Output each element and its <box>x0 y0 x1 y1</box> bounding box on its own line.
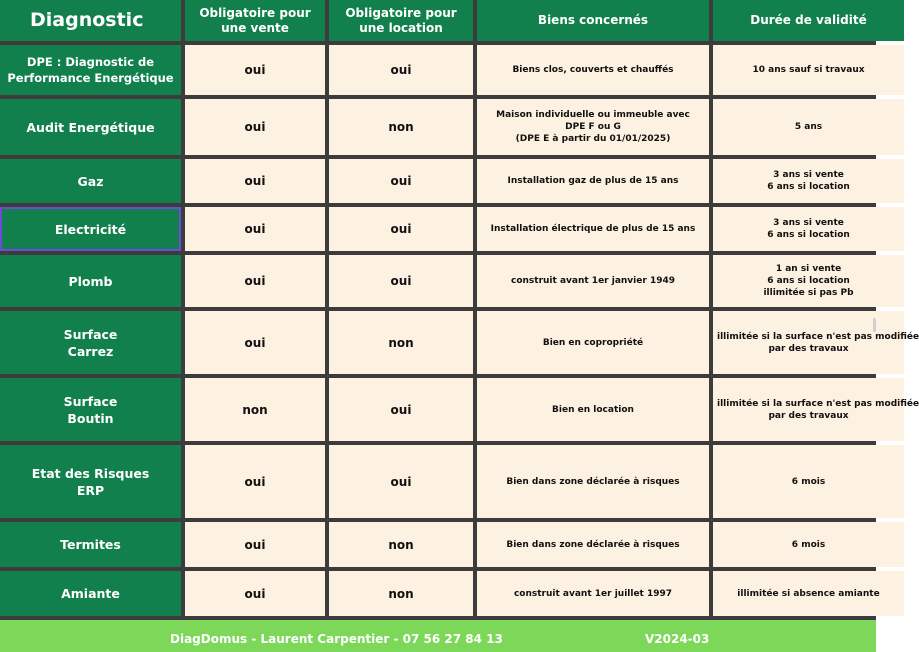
biens-concernes-line: Bien dans zone déclarée à risques <box>506 539 680 550</box>
location-required-cell[interactable]: oui <box>329 378 473 441</box>
vente-required-cell[interactable]: oui <box>185 522 325 567</box>
biens-concernes-cell[interactable] <box>477 207 709 251</box>
diagnostic-name-cell[interactable] <box>0 255 181 307</box>
biens-concernes-line: Biens clos, couverts et chauffés <box>512 65 674 75</box>
biens-concernes-cell[interactable] <box>477 99 709 155</box>
location-required-cell[interactable]: oui <box>329 255 473 307</box>
diagnostic-name: Plomb <box>68 273 113 289</box>
column-header-diagnostic: Diagnostic <box>0 0 181 41</box>
biens-concernes-line: DPE F ou G <box>565 122 621 132</box>
biens-concernes-line: (DPE E à partir du 01/01/2025) <box>515 134 671 144</box>
biens-concernes-cell[interactable] <box>477 255 709 307</box>
location-required-cell[interactable]: non <box>329 99 473 155</box>
duree-validite-cell[interactable] <box>713 445 904 518</box>
vente-required-cell[interactable]: non <box>185 378 325 441</box>
biens-concernes-cell[interactable] <box>477 45 709 95</box>
footer-contact: DiagDomus - Laurent Carpentier - 07 56 27 84 13 <box>170 632 503 646</box>
duree-validite-line: 6 ans si location <box>767 182 850 192</box>
location-required-cell[interactable]: non <box>329 522 473 567</box>
table-row-boutin <box>0 378 904 441</box>
duree-validite-line: 3 ans si vente <box>773 218 844 228</box>
duree-validite-cell[interactable] <box>713 571 904 616</box>
diagnostic-name: Boutin <box>67 410 114 426</box>
duree-validite-cell[interactable] <box>713 99 904 155</box>
biens-concernes-line: Bien en location <box>552 404 634 415</box>
duree-validite-line: 6 mois <box>791 476 826 487</box>
vente-required-cell[interactable]: oui <box>185 99 325 155</box>
footer-bar <box>0 620 876 652</box>
column-header-vente-line: une vente <box>221 20 289 35</box>
location-required-cell[interactable]: oui <box>329 207 473 251</box>
duree-validite-line: 10 ans sauf si travaux <box>752 65 865 75</box>
table-row-audit <box>0 99 904 155</box>
biens-concernes-cell[interactable] <box>477 522 709 567</box>
duree-validite-line: illimitée si la surface n'est pas modifiée <box>717 398 919 409</box>
vente-required-cell[interactable]: oui <box>185 311 325 374</box>
biens-concernes-cell[interactable] <box>477 378 709 441</box>
location-required-cell[interactable]: oui <box>329 45 473 95</box>
vente-required-cell[interactable]: oui <box>185 207 325 251</box>
table-header-row <box>0 0 904 41</box>
column-header-vente-line: Obligatoire pour <box>199 5 311 20</box>
duree-validite-line: 6 ans si location <box>767 276 850 286</box>
vente-required-cell[interactable]: oui <box>185 45 325 95</box>
duree-validite-cell[interactable] <box>713 159 904 203</box>
column-header-location-line: Obligatoire pour <box>345 5 457 20</box>
duree-validite-line: illimitée si la surface n'est pas modifiée <box>717 331 919 342</box>
column-header-location <box>329 0 473 41</box>
vente-required-cell[interactable]: oui <box>185 255 325 307</box>
location-required-cell[interactable]: non <box>329 571 473 616</box>
duree-validite-line: 6 ans si location <box>767 230 850 240</box>
column-header-vente <box>185 0 325 41</box>
diagnostic-name: DPE : Diagnostic de <box>26 55 155 69</box>
biens-concernes-cell[interactable] <box>477 159 709 203</box>
biens-concernes-line: construit avant 1er janvier 1949 <box>511 276 675 286</box>
diagnostic-name: Etat des Risques <box>31 465 150 481</box>
duree-validite-cell[interactable] <box>713 378 919 441</box>
biens-concernes-line: Maison individuelle ou immeuble avec <box>496 110 690 120</box>
table-row-plomb <box>0 255 904 307</box>
diagnostic-name: Surface <box>63 393 118 409</box>
scrollbar-handle[interactable] <box>873 318 876 332</box>
duree-validite-line: 5 ans <box>794 122 823 132</box>
duree-validite-line: illimitée si pas Pb <box>763 288 854 298</box>
vente-required-cell[interactable]: oui <box>185 159 325 203</box>
table-row-gaz <box>0 159 904 203</box>
biens-concernes-cell[interactable] <box>477 445 709 518</box>
diagnostic-name-cell[interactable] <box>0 571 181 616</box>
diagnostic-name-cell[interactable] <box>0 207 181 251</box>
table-row-electricite <box>0 207 904 251</box>
column-header-location-line: une location <box>359 20 443 35</box>
diagnostic-name: Carrez <box>67 343 114 359</box>
table-row-erp <box>0 445 904 518</box>
biens-concernes-cell[interactable] <box>477 571 709 616</box>
location-required-cell[interactable]: oui <box>329 445 473 518</box>
diagnostic-name: Audit Energétique <box>26 119 155 135</box>
duree-validite-cell[interactable] <box>713 255 904 307</box>
diagnostic-name: Amiante <box>61 586 120 601</box>
column-header-duree: Durée de validité <box>713 0 904 41</box>
diagnostic-name: Surface <box>63 326 118 342</box>
diagnostic-name-cell[interactable] <box>0 378 181 441</box>
duree-validite-line: illimitée si absence amiante <box>737 588 880 599</box>
diagnostic-name-cell[interactable] <box>0 99 181 155</box>
vente-required-cell[interactable]: oui <box>185 445 325 518</box>
biens-concernes-line: Bien dans zone déclarée à risques <box>506 476 680 487</box>
table-row-amiante <box>0 571 904 616</box>
table-row-dpe <box>0 45 904 95</box>
duree-validite-cell[interactable] <box>713 45 904 95</box>
diagnostic-name-cell[interactable] <box>0 522 181 567</box>
biens-concernes-line: construit avant 1er juillet 1997 <box>513 588 673 599</box>
biens-concernes-line: Bien en copropriété <box>542 337 644 348</box>
duree-validite-cell[interactable] <box>713 207 904 251</box>
table-row-termites <box>0 522 904 567</box>
location-required-cell[interactable]: non <box>329 311 473 374</box>
diagnostic-name-cell[interactable] <box>0 159 181 203</box>
biens-concernes-cell[interactable] <box>477 311 709 374</box>
duree-validite-line: 6 mois <box>791 539 826 550</box>
duree-validite-line: 1 an si vente <box>775 264 842 274</box>
diagnostic-name: Gaz <box>77 173 104 189</box>
diagnostic-name-cell[interactable] <box>0 311 181 374</box>
biens-concernes-line: Installation électrique de plus de 15 ans <box>490 224 696 234</box>
duree-validite-line: 3 ans si vente <box>773 170 844 180</box>
duree-validite-line: par des travaux <box>768 410 849 421</box>
diagnostic-name-cell[interactable] <box>0 45 181 95</box>
diagnostic-name-cell[interactable] <box>0 445 181 518</box>
diagnostic-name: Performance Energétique <box>7 71 174 85</box>
location-required-cell[interactable]: oui <box>329 159 473 203</box>
biens-concernes-line: Installation gaz de plus de 15 ans <box>507 176 679 186</box>
duree-validite-line: par des travaux <box>768 343 849 354</box>
table-row-carrez <box>0 311 904 374</box>
footer-version: V2024-03 <box>645 632 710 646</box>
diagnostic-name: ERP <box>76 482 105 498</box>
column-header-biens: Biens concernés <box>477 0 709 41</box>
duree-validite-cell[interactable] <box>713 522 904 567</box>
diagnostic-name: Electricité <box>54 221 127 237</box>
diagnostic-name: Termites <box>60 537 121 552</box>
vente-required-cell[interactable]: oui <box>185 571 325 616</box>
